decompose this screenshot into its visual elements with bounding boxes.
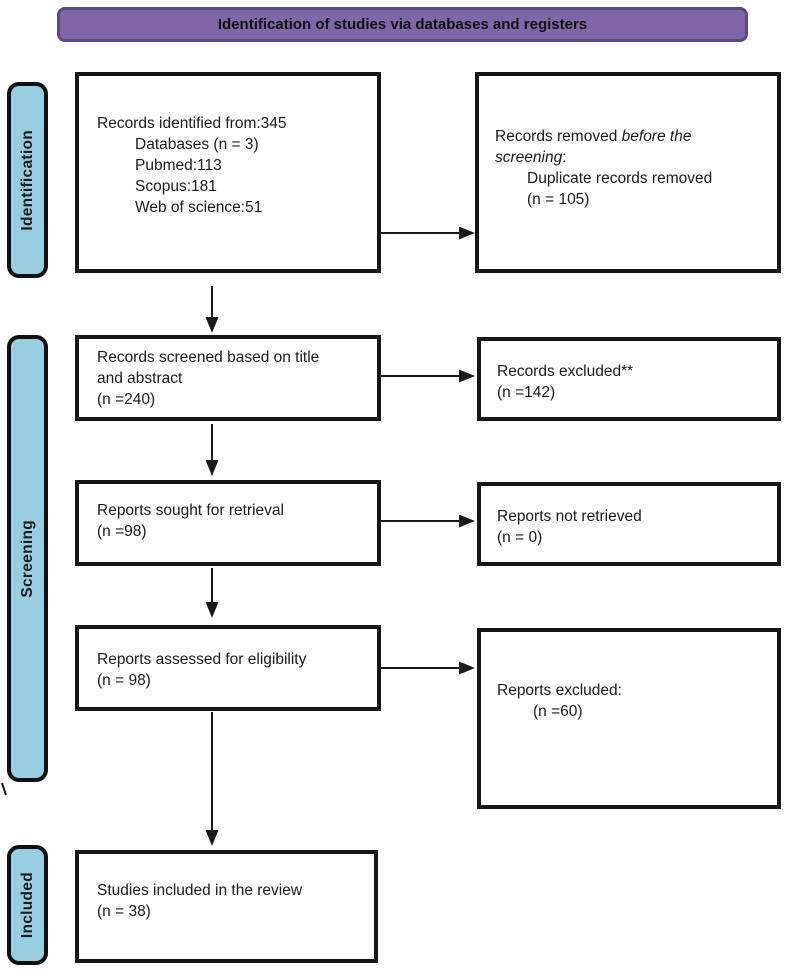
records-identified-databases: Databases (n = 3) xyxy=(135,136,259,154)
stage-label-screening xyxy=(7,335,48,782)
stage-identification-text: Identification xyxy=(18,129,36,231)
box-reports-not-retrieved: Reports not retrieved (n = 0) xyxy=(477,482,781,566)
records-identified-scopus: Scopus:181 xyxy=(135,178,217,196)
arrow-sought-to-not-retrieved xyxy=(381,515,475,528)
records-identified-line: Records identified from:345 xyxy=(97,115,287,132)
records-removed-italic-2: screening xyxy=(495,149,563,167)
arrow-identified-to-removed xyxy=(381,227,475,240)
records-removed-line: Records removed before the screening: xyxy=(495,128,692,167)
header-title: Identification of studies via databases and registers xyxy=(217,16,588,33)
box-reports-excluded: Reports excluded: (n =60) xyxy=(477,628,781,809)
stray-mark xyxy=(2,783,6,795)
header-banner xyxy=(57,7,748,42)
records-removed-duplicates: Duplicate records removed xyxy=(527,170,713,188)
stage-included-text: Included xyxy=(18,871,36,939)
arrow-sought-to-assessed xyxy=(206,568,219,618)
box-reports-sought: Reports sought for retrieval (n =98) xyxy=(75,480,381,566)
box-records-excluded: Records excluded** (n =142) xyxy=(477,337,781,421)
box-records-removed xyxy=(475,72,781,273)
records-removed-italic-1: before the xyxy=(621,128,692,145)
arrow-assessed-to-included xyxy=(206,712,219,846)
records-removed-count: (n = 105) xyxy=(527,191,590,209)
stage-label-included xyxy=(7,845,48,965)
stage-screening-text: Screening xyxy=(18,519,36,598)
records-identified-pubmed: Pubmed:113 xyxy=(135,157,222,175)
box-reports-assessed: Reports assessed for eligibility (n = 98) xyxy=(75,625,381,711)
records-identified-wos: Web of science:51 xyxy=(135,199,263,217)
arrow-screened-to-sought xyxy=(206,424,219,476)
box-studies-included: Studies included in the review (n = 38) xyxy=(75,850,378,963)
arrow-screened-to-excluded xyxy=(381,370,475,383)
box-records-screened: Records screened based on title and abstract (n =240) xyxy=(75,335,381,421)
arrow-assessed-to-reports-excluded xyxy=(381,662,475,675)
arrow-identified-to-screened xyxy=(206,286,219,333)
stage-label-identification xyxy=(7,82,48,278)
box-records-identified xyxy=(75,72,381,273)
